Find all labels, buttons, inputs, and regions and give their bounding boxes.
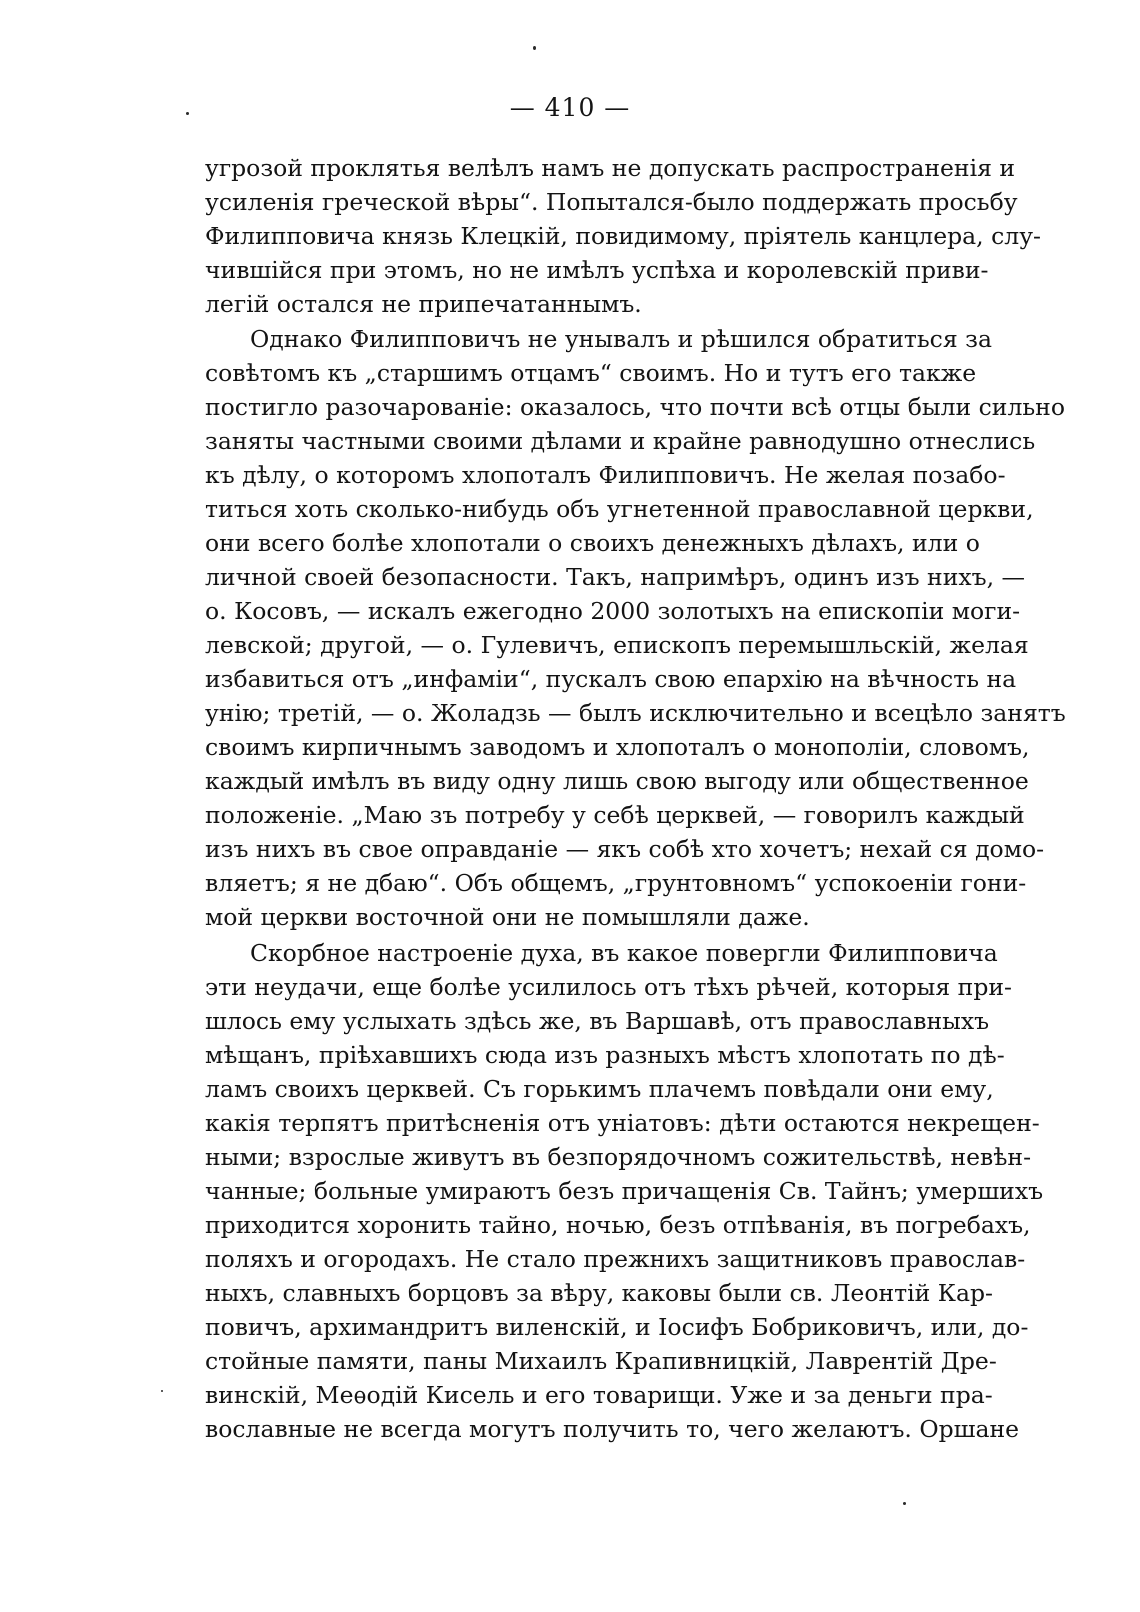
scan-speck (903, 1502, 906, 1505)
text-line: ламъ своихъ церквей. Съ горькимъ плачемъ повѣдали они ему, (205, 1075, 994, 1103)
text-line: эти неудачи, еще болѣе усилилось отъ тѣхъ рѣчей, которыя при- (205, 973, 1012, 1001)
text-line: мѣщанъ, пріѣхавшихъ сюда изъ разныхъ мѣстъ хлопотать по дѣ- (205, 1041, 1005, 1069)
text-line: ными; взрослые живутъ въ безпорядочномъ сожительствѣ, невѣн- (205, 1143, 1032, 1171)
text-line: чившійся при этомъ, но не имѣлъ успѣха и королевскій приви- (205, 256, 989, 284)
text-line: вославные не всегда могутъ получить то, чего желаютъ. Оршане (205, 1415, 1020, 1443)
text-line: унію; третій, — о. Жоладзь — былъ исключительно и всецѣло занятъ (205, 699, 1066, 727)
text-line: усиленія греческой вѣры“. Попытался-было поддержать просьбу (205, 188, 1018, 216)
text-line: стойные памяти, паны Михаилъ Крапивницкій, Лаврентій Дре- (205, 1347, 997, 1375)
text-line: угрозой проклятья велѣлъ намъ не допускать распространенія и (205, 154, 1016, 182)
text-line: какія терпятъ притѣсненія отъ уніатовъ: дѣти остаются некрещен- (205, 1109, 1040, 1137)
text-line: чанные; больные умираютъ безъ причащенія Св. Тайнъ; умершихъ (205, 1177, 1044, 1205)
text-line: Скорбное настроеніе духа, въ какое повергли Филипповича (250, 939, 998, 967)
text-line: ныхъ, славныхъ борцовъ за вѣру, каковы были св. Леонтій Кар- (205, 1279, 993, 1307)
text-line: къ дѣлу, о которомъ хлопоталъ Филипповичъ. Не желая позабо- (205, 461, 1006, 489)
text-line: каждый имѣлъ въ виду одну лишь свою выгоду или общественное (205, 767, 1029, 795)
text-line: левской; другой, — о. Гулевичъ, епископъ перемышльскій, желая (205, 631, 1029, 659)
text-line: поляхъ и огородахъ. Не стало прежнихъ защитниковъ православ- (205, 1245, 1026, 1273)
text-line: мой церкви восточной они не помышляли даже. (205, 903, 810, 931)
text-line: винскій, Меѳодій Кисель и его товарищи. Уже и за деньги пра- (205, 1381, 993, 1409)
text-line: Однако Филипповичъ не унывалъ и рѣшился обратиться за (250, 325, 992, 353)
text-line: постигло разочарованіе: оказалось, что почти всѣ отцы были сильно (205, 393, 1065, 421)
text-line: они всего болѣе хлопотали о своихъ денежныхъ дѣлахъ, или о (205, 529, 980, 557)
text-line: легій остался не припечатаннымъ. (205, 290, 642, 318)
text-line: положеніе. „Маю зъ потребу у себѣ церквей, — говорилъ каждый (205, 801, 1025, 829)
text-line: изъ нихъ въ свое оправданіе — якъ собѣ хто хочетъ; нехай ся домо- (205, 835, 1045, 863)
scan-speck (161, 1390, 163, 1392)
text-line: вляетъ; я не дбаю“. Объ общемъ, „грунтовномъ“ успокоеніи гони- (205, 869, 1027, 897)
text-line: Филипповича князь Клецкій, повидимому, пріятель канцлера, слу- (205, 222, 1041, 250)
text-line: заняты частными своими дѣлами и крайне равнодушно отнеслись (205, 427, 1036, 455)
text-line: приходится хоронить тайно, ночью, безъ отпѣванія, въ погребахъ, (205, 1211, 1031, 1239)
text-line: повичъ, архимандритъ виленскій, и Іосифъ Бобриковичъ, или, до- (205, 1313, 1029, 1341)
text-line: личной своей безопасности. Такъ, напримѣръ, одинъ изъ нихъ, — (205, 563, 1026, 591)
scan-speck (186, 112, 189, 115)
text-line: титься хоть сколько-нибудь объ угнетенной православной церкви, (205, 495, 1034, 523)
text-line: совѣтомъ къ „старшимъ отцамъ“ своимъ. Но и тутъ его также (205, 359, 977, 387)
scan-speck (533, 46, 536, 50)
text-line: своимъ кирпичнымъ заводомъ и хлопоталъ о монополіи, словомъ, (205, 733, 1030, 761)
text-line: шлось ему услыхать здѣсь же, въ Варшавѣ, отъ православныхъ (205, 1007, 990, 1035)
text-line: о. Косовъ, — искалъ ежегодно 2000 золотыхъ на епископіи моги- (205, 597, 1021, 625)
page-number: — 410 — (509, 93, 631, 122)
text-line: избавиться отъ „инфаміи“, пускалъ свою епархію на вѣчность на (205, 665, 1017, 693)
